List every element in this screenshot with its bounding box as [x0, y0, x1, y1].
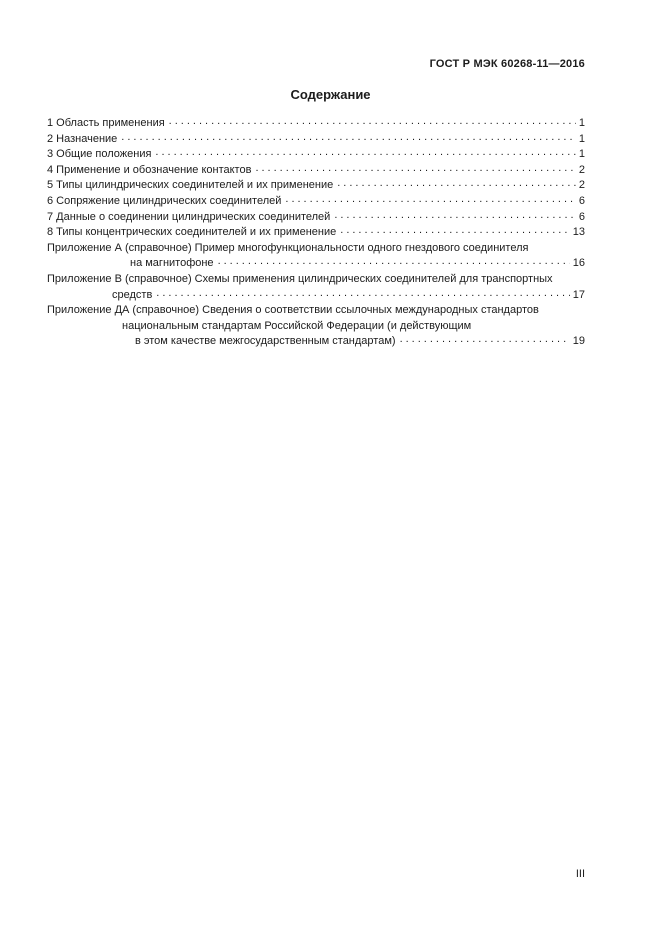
toc-page-number: 13 [572, 226, 585, 239]
toc-page-number: 2 [578, 179, 585, 192]
toc-entry-text: 6 Сопряжение цилиндрических соединителей [47, 194, 282, 207]
toc-page-number: 19 [572, 335, 585, 348]
page-title: Содержание [290, 87, 371, 102]
toc-page-number: 2 [578, 163, 585, 176]
toc-entry [47, 225, 585, 241]
toc-dot-leader [340, 225, 569, 241]
toc-entry [47, 132, 585, 148]
page-number: III [575, 868, 585, 880]
toc-entry-text: средств [112, 288, 153, 301]
toc-entry-text: Приложение А (справочное) Пример многофункциональности одного гнездового соединителя [47, 241, 529, 254]
toc-entry [47, 303, 585, 350]
toc-entry-text: 3 Общие положения [47, 148, 152, 161]
toc-dot-leader [218, 256, 570, 272]
toc-entry-text: Приложение ДА (справочное) Сведения о соответствии ссылочных международных стандартов [47, 304, 539, 317]
toc-entry [47, 178, 585, 194]
toc-entry [47, 147, 585, 163]
toc-entry [47, 116, 585, 132]
toc-dot-leader [155, 147, 575, 163]
toc-dot-leader [337, 178, 576, 194]
toc-page-number: 1 [578, 148, 585, 161]
toc-entry-text: Приложение В (справочное) Схемы применения цилиндрических соединителей для транспортных [47, 272, 553, 285]
toc-entry-text: 2 Назначение [47, 132, 118, 145]
toc-entry-text: 4 Применение и обозначение контактов [47, 163, 252, 176]
toc-entry [47, 163, 585, 179]
toc-entry-text: в этом качестве межгосударственным стандартам) [135, 335, 396, 348]
toc-entry [47, 241, 585, 272]
toc-page-number: 1 [578, 132, 585, 145]
toc-dot-leader [285, 194, 575, 210]
toc-page-number: 6 [578, 210, 585, 223]
toc-dot-leader [255, 163, 575, 179]
toc-page-number: 6 [578, 194, 585, 207]
toc-entry-text: 1 Область применения [47, 117, 165, 129]
toc-entry-text: на магнитофоне [130, 257, 214, 270]
toc-entry-text: 5 Типы цилиндрических соединителей и их применение [47, 179, 334, 192]
toc-page-number: 16 [572, 257, 585, 270]
toc-entry-text: 8 Типы концентрических соединителей и их применение [47, 226, 337, 239]
toc-dot-leader [121, 132, 576, 148]
toc-entry [47, 210, 585, 226]
toc-entry-text: 7 Данные о соединении цилиндрических соединителей [47, 210, 331, 223]
toc-dot-leader [334, 210, 576, 226]
toc-page-number: 1 [578, 117, 585, 129]
toc-entry [47, 272, 585, 303]
document-header: ГОСТ Р МЭК 60268-11—2016 [429, 58, 585, 70]
toc-entry [47, 194, 585, 210]
toc-dot-leader [156, 288, 569, 304]
toc-page-number: 17 [572, 288, 585, 301]
toc-dot-leader [169, 116, 576, 132]
toc-list [47, 116, 585, 350]
toc-entry-text: национальным стандартам Российской Федерации (и действующим [122, 319, 472, 332]
toc-dot-leader [400, 334, 570, 350]
